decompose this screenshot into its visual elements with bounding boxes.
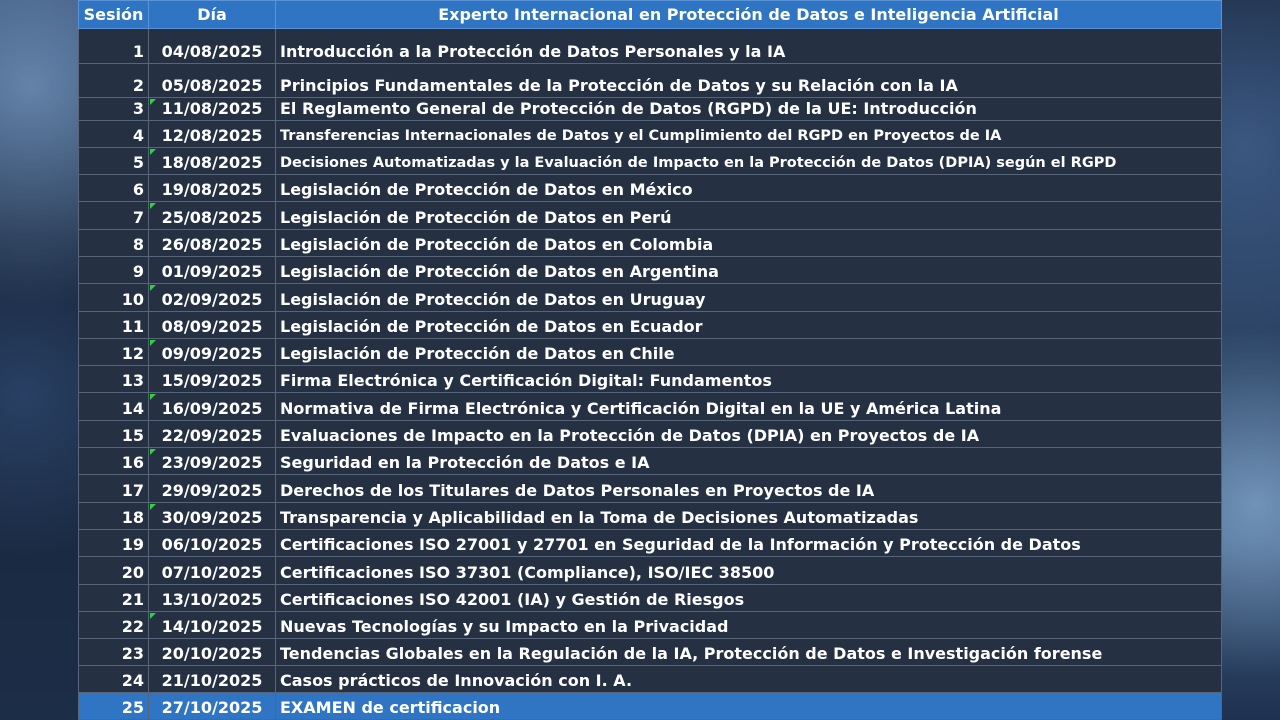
session-date [149,148,276,175]
session-number: 20 [79,557,149,585]
table-row [79,230,1222,257]
session-title: Decisiones Automatizadas y la Evaluación de Impacto en la Protección de Datos (DPIA) según el RGPD [276,148,1222,175]
session-date: 29/09/2025 [149,475,276,503]
session-number: 18 [79,503,149,530]
session-date [149,448,276,475]
session-date-text: 23/09/2025 [161,453,263,472]
session-title: Evaluaciones de Impacto en la Protección de Datos (DPIA) en Proyectos de IA [276,421,1222,448]
table-body [79,29,1222,720]
session-date: 06/10/2025 [149,530,276,557]
table-row [79,421,1222,448]
header-day: Día [149,1,276,29]
session-date-text: 16/09/2025 [161,399,263,418]
session-title: Introducción a la Protección de Datos Personales y la IA [276,29,1222,64]
session-number: 23 [79,639,149,666]
session-date-text: 30/09/2025 [161,508,263,527]
session-number: 10 [79,284,149,312]
session-date: 07/10/2025 [149,557,276,585]
session-number: 4 [79,121,149,148]
session-schedule-table [78,0,1222,720]
session-number: 12 [79,339,149,366]
session-date [149,339,276,366]
session-date [149,612,276,639]
comment-marker-icon[interactable] [150,340,156,346]
comment-marker-icon[interactable] [150,394,156,400]
table-header-row [79,1,1222,29]
session-date-text: 02/09/2025 [161,290,263,309]
table-row [79,148,1222,175]
table-row [79,366,1222,393]
session-number: 11 [79,312,149,339]
table-row [79,393,1222,421]
session-title: Legislación de Protección de Datos en México [276,175,1222,202]
session-title: Legislación de Protección de Datos en Argentina [276,257,1222,284]
session-date [149,393,276,421]
session-date: 27/10/2025 [149,693,276,720]
table-row [79,29,1222,64]
session-title: El Reglamento General de Protección de Datos (RGPD) de la UE: Introducción [276,98,1222,121]
session-date: 22/09/2025 [149,421,276,448]
session-date: 04/08/2025 [149,29,276,64]
session-date: 15/09/2025 [149,366,276,393]
session-number: 25 [79,693,149,720]
table-row [79,257,1222,284]
session-title: Seguridad en la Protección de Datos e IA [276,448,1222,475]
session-date: 21/10/2025 [149,666,276,693]
table-row [79,284,1222,312]
session-date: 26/08/2025 [149,230,276,257]
session-title: Nuevas Tecnologías y su Impacto en la Privacidad [276,612,1222,639]
session-date-text: 09/09/2025 [161,344,263,363]
session-number: 16 [79,448,149,475]
session-number: 6 [79,175,149,202]
session-date: 01/09/2025 [149,257,276,284]
session-date: 12/08/2025 [149,121,276,148]
session-number: 22 [79,612,149,639]
table-row [79,175,1222,202]
table-row [79,64,1222,98]
session-number: 2 [79,64,149,98]
session-number: 3 [79,98,149,121]
table-row [79,639,1222,666]
session-number: 8 [79,230,149,257]
table-row [79,585,1222,612]
session-date: 13/10/2025 [149,585,276,612]
session-number: 9 [79,257,149,284]
session-title: Principios Fundamentales de la Protección de Datos y su Relación con la IA [276,64,1222,98]
background-image-left [0,0,78,720]
session-number: 14 [79,393,149,421]
table-row [79,121,1222,148]
session-title: Normativa de Firma Electrónica y Certificación Digital en la UE y América Latina [276,393,1222,421]
header-session: Sesión [79,1,149,29]
session-date: 08/09/2025 [149,312,276,339]
session-date [149,284,276,312]
table-row [79,612,1222,639]
session-number: 24 [79,666,149,693]
session-title: Certificaciones ISO 37301 (Compliance), ISO/IEC 38500 [276,557,1222,585]
session-date: 19/08/2025 [149,175,276,202]
table-row [79,339,1222,366]
session-date [149,98,276,121]
session-number: 13 [79,366,149,393]
session-title: Transferencias Internacionales de Datos y el Cumplimiento del RGPD en Proyectos de IA [276,121,1222,148]
comment-marker-icon[interactable] [150,99,156,105]
session-number: 15 [79,421,149,448]
session-date-text: 14/10/2025 [161,617,263,636]
session-date-text: 18/08/2025 [161,153,263,172]
session-number: 17 [79,475,149,503]
session-date-text: 25/08/2025 [161,208,263,227]
comment-marker-icon[interactable] [150,449,156,455]
comment-marker-icon[interactable] [150,149,156,155]
session-date [149,202,276,230]
comment-marker-icon[interactable] [150,285,156,291]
table-row [79,448,1222,475]
table-row-exam [79,693,1222,720]
session-title: Derechos de los Titulares de Datos Personales en Proyectos de IA [276,475,1222,503]
table-row [79,503,1222,530]
session-title: Legislación de Protección de Datos en Perú [276,202,1222,230]
session-title: EXAMEN de certificacion [276,693,1222,720]
background-image-right [1221,0,1280,720]
session-title: Certificaciones ISO 42001 (IA) y Gestión de Riesgos [276,585,1222,612]
header-course-title: Experto Internacional en Protección de Datos e Inteligencia Artificial [276,1,1222,29]
table-row [79,557,1222,585]
session-date [149,503,276,530]
session-title: Transparencia y Aplicabilidad en la Toma de Decisiones Automatizadas [276,503,1222,530]
session-title: Legislación de Protección de Datos en Uruguay [276,284,1222,312]
session-title: Legislación de Protección de Datos en Chile [276,339,1222,366]
comment-marker-icon[interactable] [150,613,156,619]
comment-marker-icon[interactable] [150,504,156,510]
session-date-text: 11/08/2025 [161,99,263,118]
session-title: Tendencias Globales en la Regulación de la IA, Protección de Datos e Investigación forense [276,639,1222,666]
session-number: 19 [79,530,149,557]
table-row [79,312,1222,339]
session-number: 5 [79,148,149,175]
table-row [79,98,1222,121]
session-date: 20/10/2025 [149,639,276,666]
session-title: Legislación de Protección de Datos en Colombia [276,230,1222,257]
session-date: 05/08/2025 [149,64,276,98]
table-row [79,475,1222,503]
session-number: 1 [79,29,149,64]
session-title: Firma Electrónica y Certificación Digital: Fundamentos [276,366,1222,393]
session-title: Casos prácticos de Innovación con I. A. [276,666,1222,693]
session-title: Certificaciones ISO 27001 y 27701 en Seguridad de la Información y Protección de Datos [276,530,1222,557]
session-number: 7 [79,202,149,230]
table-row [79,666,1222,693]
table-row [79,530,1222,557]
session-title: Legislación de Protección de Datos en Ecuador [276,312,1222,339]
table-row [79,202,1222,230]
session-number: 21 [79,585,149,612]
comment-marker-icon[interactable] [150,203,156,209]
